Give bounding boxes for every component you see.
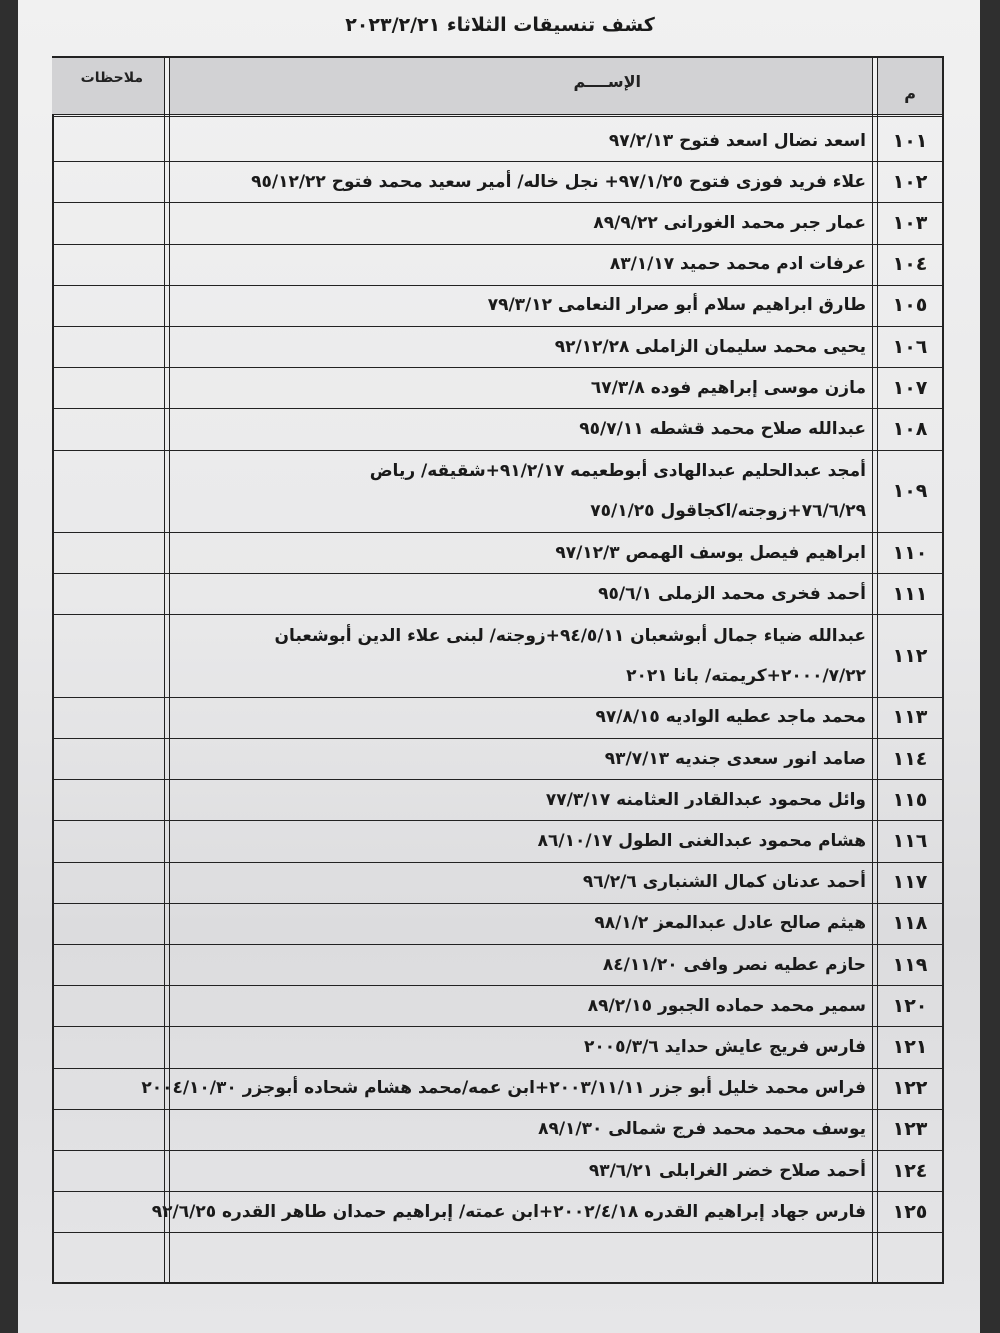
table-row <box>54 408 942 450</box>
row-name-line: علاء فريد فوزى فتوح ٩٧/١/٢٥+ نجل خاله/ أمير سعيد محمد فتوح ٩٥/١٢/٢٢ <box>251 171 866 192</box>
header-notes-label: ملاحظات <box>80 70 143 86</box>
table-row <box>54 944 942 986</box>
row-number: ١١٤ <box>892 747 928 770</box>
table-row <box>54 367 942 409</box>
row-number: ١١٢ <box>892 644 928 667</box>
row-number: ١١٦ <box>892 829 928 852</box>
row-name-line: يحيى محمد سليمان الزاملى ٩٢/١٢/٢٨ <box>554 336 866 357</box>
table-header <box>54 58 942 117</box>
page-title: كشف تنسيقات الثلاثاء ٢٠٢٣/٢/٢١ <box>345 14 655 36</box>
row-number: ١٠٧ <box>892 376 928 399</box>
row-number: ١١٧ <box>892 871 928 894</box>
row-name-line: أحمد صلاح خضر الغرابلى ٩٣/٦/٢١ <box>588 1160 866 1181</box>
column-divider <box>164 58 165 1282</box>
row-name-cell <box>176 1150 866 1191</box>
row-name-cell <box>176 202 866 243</box>
row-name-line: عبدالله صلاح محمد قشطه ٩٥/٧/١١ <box>579 418 866 439</box>
row-number: ١٠٢ <box>892 170 928 193</box>
row-name-cell <box>176 408 866 449</box>
row-name-line: فارس جهاد إبراهيم القدره ٢٠٠٢/٤/١٨+ابن عمته/ إبراهيم حمدان طاهر القدره ٩٢/٦/٢٥ <box>151 1201 866 1222</box>
row-number: ١٢٣ <box>892 1118 928 1141</box>
row-name-cell <box>176 161 866 202</box>
row-name-cell <box>176 862 866 903</box>
table-row <box>54 326 942 368</box>
row-name-cell <box>176 820 866 861</box>
row-name-line: عبدالله ضياء جمال أبوشعبان ٩٤/٥/١١+زوجته/ لبنى علاء الدين أبوشعبان <box>274 625 866 646</box>
row-name-cell <box>176 944 866 985</box>
row-name-line: حازم عطيه نصر وافى ٨٤/١١/٢٠ <box>602 954 866 975</box>
table-row <box>54 779 942 821</box>
column-divider <box>169 58 170 1282</box>
row-number: ١٢٥ <box>892 1200 928 1223</box>
row-name-line: ابراهيم فيصل يوسف الهمص ٩٧/١٢/٣ <box>555 542 866 563</box>
row-number: ١٠٣ <box>892 211 928 234</box>
row-number: ١٠٨ <box>892 417 928 440</box>
row-number: ١٠٥ <box>892 294 928 317</box>
row-name-line: أحمد فخرى محمد الزملى ٩٥/٦/١ <box>598 583 866 604</box>
row-name-line: وائل محمود عبدالقادر العثامنه ٧٧/٣/١٧ <box>545 789 866 810</box>
row-name-cell <box>176 1026 866 1067</box>
row-name-cell <box>176 903 866 944</box>
row-name-line: فارس فريج عايش حدايد ٢٠٠٥/٣/٦ <box>584 1036 866 1057</box>
row-number: ١٠٤ <box>892 253 928 276</box>
header-name-label: الإســــم <box>573 72 641 91</box>
table-row <box>54 1026 942 1068</box>
table-row <box>54 202 942 244</box>
row-name-line: اسعد نضال اسعد فتوح ٩٧/٢/١٣ <box>608 130 866 151</box>
row-name-line: مازن موسى إبراهيم فوده ٦٧/٣/٨ <box>590 377 866 398</box>
row-name-line: هشام محمود عبدالغنى الطول ٨٦/١٠/١٧ <box>537 830 866 851</box>
row-name-cell <box>176 532 866 573</box>
row-name-line: فراس محمد خليل أبو جزر ٢٠٠٣/١١/١١+ابن عمه/محمد هشام شحاده أبوجزر ٢٠٠٤/١٠/٣٠ <box>141 1078 866 1099</box>
table-row <box>54 120 942 162</box>
row-name-cell <box>141 1068 866 1109</box>
row-name-cell <box>176 779 866 820</box>
row-name-line: ٢٠٠٠/٧/٢٢+كريمته/ بانا ٢٠٢١ <box>626 665 866 686</box>
row-number: ١٠٦ <box>892 335 928 358</box>
table-row <box>54 903 942 945</box>
table-row <box>54 573 942 615</box>
row-name-cell <box>176 738 866 779</box>
row-name-line: يوسف محمد محمد فرج شمالى ٨٩/١/٣٠ <box>538 1119 866 1140</box>
row-name-cell <box>176 614 866 696</box>
header-num-cell <box>878 58 942 114</box>
table-row <box>54 1109 942 1151</box>
row-name-line: صامد انور سعدى جنديه ٩٣/٧/١٣ <box>604 748 866 769</box>
row-name-line: أحمد عدنان كمال الشنبارى ٩٦/٢/٦ <box>582 872 866 893</box>
row-name-cell <box>176 326 866 367</box>
table-row <box>54 285 942 327</box>
table-row <box>54 532 942 574</box>
row-number: ١٠١ <box>892 129 928 152</box>
row-name-cell <box>176 1109 866 1150</box>
header-name-cell <box>170 58 873 114</box>
table-row <box>54 244 942 286</box>
row-number: ١١٥ <box>892 788 928 811</box>
row-name-line: ٧٦/٦/٢٩+زوجته/اكجاقول ٧٥/١/٢٥ <box>590 500 866 521</box>
row-name-line: سمير محمد حماده الجبور ٨٩/٢/١٥ <box>587 995 866 1016</box>
row-name-line: أمجد عبدالحليم عبدالهادى أبوطعيمه ٩١/٢/١٧+شقيقه/ رياض <box>369 460 866 481</box>
row-name-cell <box>176 285 866 326</box>
row-name-line: عرفات ادم محمد حميد ٨٣/١/١٧ <box>609 254 866 275</box>
row-name-line: عمار جبر محمد الغورانى ٨٩/٩/٢٢ <box>593 212 866 233</box>
table-row <box>54 738 942 780</box>
row-name-cell <box>176 120 866 161</box>
names-table <box>52 56 944 1284</box>
table-row <box>54 862 942 904</box>
row-number: ١١٩ <box>892 953 928 976</box>
table-row <box>54 820 942 862</box>
row-number: ١٢٠ <box>892 994 928 1017</box>
row-number: ١٢٢ <box>892 1077 928 1100</box>
row-number: ١٢٤ <box>892 1159 928 1182</box>
header-notes-cell <box>52 58 165 114</box>
row-name-cell <box>176 450 866 532</box>
row-number: ١١٣ <box>892 706 928 729</box>
row-name-line: محمد ماجد عطيه الواديه ٩٧/٨/١٥ <box>595 707 866 728</box>
table-row <box>54 614 942 697</box>
column-divider <box>872 58 873 1282</box>
column-divider <box>877 58 878 1282</box>
header-num-label: م <box>904 84 916 103</box>
row-name-cell <box>176 697 866 738</box>
row-number: ١٢١ <box>892 1035 928 1058</box>
table-row <box>54 161 942 203</box>
row-name-cell <box>176 244 866 285</box>
row-number: ١٠٩ <box>892 479 928 502</box>
row-name-line: هيثم صالح عادل عبدالمعز ٩٨/١/٢ <box>594 913 866 934</box>
row-number: ١١٨ <box>892 912 928 935</box>
row-name-line: طارق ابراهيم سلام أبو صرار النعامى ٧٩/٣/١٢ <box>487 295 866 316</box>
row-name-cell <box>176 573 866 614</box>
table-row <box>54 1191 942 1233</box>
table-row <box>54 985 942 1027</box>
row-name-cell <box>176 367 866 408</box>
table-row <box>54 1068 942 1110</box>
row-name-cell <box>151 1191 866 1232</box>
row-name-cell <box>176 985 866 1026</box>
table-row <box>54 697 942 739</box>
table-row <box>54 1150 942 1192</box>
table-row <box>54 450 942 533</box>
row-number: ١١١ <box>892 582 928 605</box>
row-number: ١١٠ <box>892 541 928 564</box>
